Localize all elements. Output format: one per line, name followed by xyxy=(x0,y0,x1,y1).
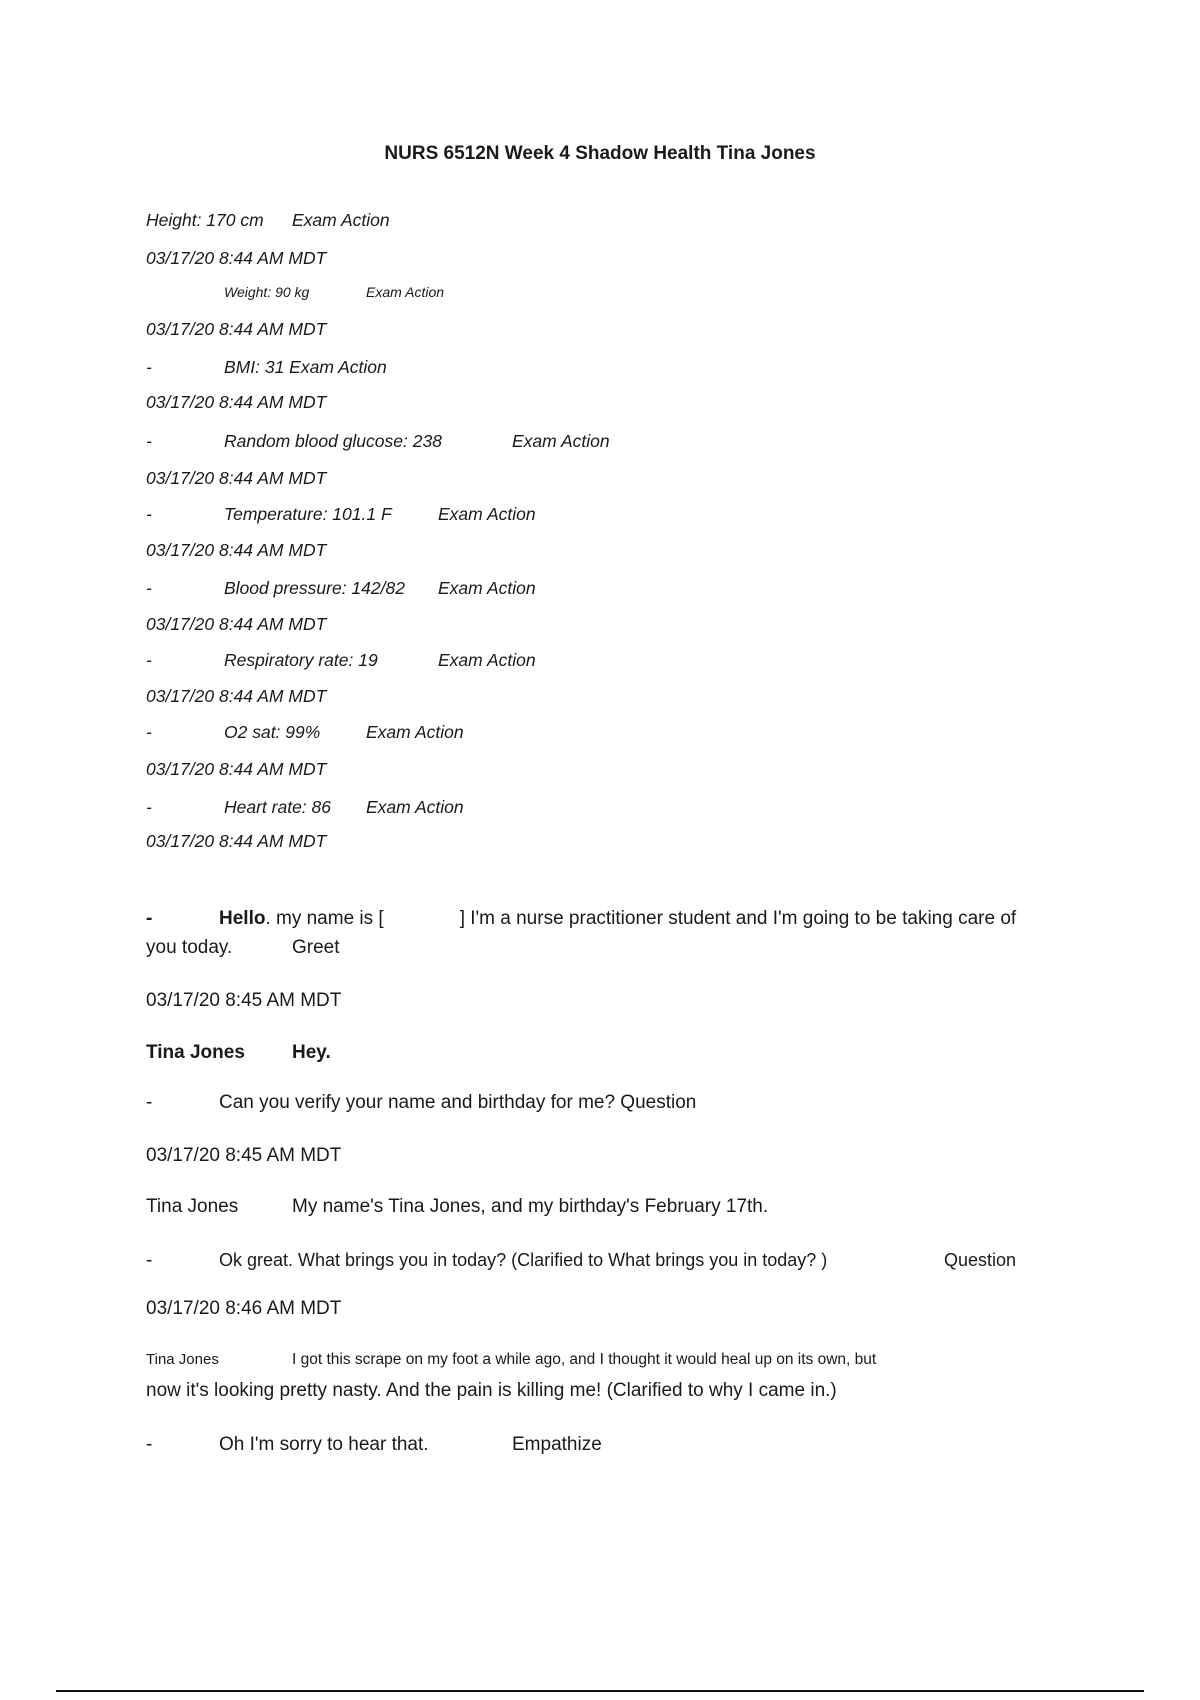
bp-label: Blood pressure: 142/82 xyxy=(224,578,405,598)
q1-time: 03/17/20 8:45 AM MDT xyxy=(146,1145,342,1166)
weight-time: 03/17/20 8:44 AM MDT xyxy=(146,319,327,339)
greet-text-2: ] I'm a nurse practitioner student and I'm going to be taking care of xyxy=(459,908,1017,929)
weight-action: Exam Action xyxy=(366,284,445,300)
bp-time: 03/17/20 8:44 AM MDT xyxy=(146,614,327,634)
o2-dash: - xyxy=(146,722,152,742)
greet-hello: Hello xyxy=(219,908,266,929)
resp-action: Exam Action xyxy=(438,650,536,670)
bmi-label: BMI: 31 Exam Action xyxy=(224,357,387,377)
reply3-speaker: Tina Jones xyxy=(146,1351,219,1368)
greet-text-3: you today. xyxy=(146,937,233,958)
q2-dash: - xyxy=(146,1250,153,1271)
temperature-label: Temperature: 101.1 F xyxy=(224,504,392,524)
hr-dash: - xyxy=(146,797,152,817)
hr-label: Heart rate: 86 xyxy=(224,797,331,817)
bp-action: Exam Action xyxy=(438,578,536,598)
glucose-time: 03/17/20 8:44 AM MDT xyxy=(146,468,327,488)
reply2-text: My name's Tina Jones, and my birthday's February 17th. xyxy=(292,1196,769,1217)
empathize-dash: - xyxy=(146,1434,153,1455)
greet-line xyxy=(219,908,1016,930)
temperature-action: Exam Action xyxy=(438,504,536,524)
resp-time: 03/17/20 8:44 AM MDT xyxy=(146,686,327,706)
hr-action: Exam Action xyxy=(366,797,464,817)
height-action: Exam Action xyxy=(292,210,390,230)
height-time: 03/17/20 8:44 AM MDT xyxy=(146,248,327,268)
bp-dash: - xyxy=(146,578,152,598)
glucose-label: Random blood glucose: 238 xyxy=(224,431,442,451)
reply3-text-1: I got this scrape on my foot a while ago, and I thought it would heal up on its own, but xyxy=(292,1351,877,1368)
resp-label: Respiratory rate: 19 xyxy=(224,650,378,670)
reply2-speaker: Tina Jones xyxy=(146,1196,239,1217)
empathize-action: Empathize xyxy=(512,1434,602,1455)
o2-label: O2 sat: 99% xyxy=(224,722,321,742)
greet-dash: - xyxy=(146,908,153,929)
q2-action: Question xyxy=(944,1250,1017,1270)
temperature-dash: - xyxy=(146,504,152,524)
q1-text: Can you verify your name and birthday for me? Question xyxy=(219,1092,697,1113)
o2-time: 03/17/20 8:44 AM MDT xyxy=(146,759,327,779)
reply1-speaker: Tina Jones xyxy=(146,1042,245,1063)
bmi-time: 03/17/20 8:44 AM MDT xyxy=(146,392,327,412)
greet-action: Greet xyxy=(292,937,340,958)
q2-text: Ok great. What brings you in today? (Clarified to What brings you in today? ) xyxy=(219,1250,828,1270)
bmi-dash: - xyxy=(146,357,152,377)
q2-time: 03/17/20 8:46 AM MDT xyxy=(146,1298,342,1319)
reply1-text: Hey. xyxy=(292,1042,331,1063)
glucose-action: Exam Action xyxy=(512,431,610,451)
empathize-text: Oh I'm sorry to hear that. xyxy=(219,1434,429,1455)
hr-time: 03/17/20 8:44 AM MDT xyxy=(146,831,327,851)
document-title: NURS 6512N Week 4 Shadow Health Tina Jones xyxy=(384,143,816,164)
temperature-time: 03/17/20 8:44 AM MDT xyxy=(146,540,327,560)
weight-label: Weight: 90 kg xyxy=(224,284,310,300)
greet-time: 03/17/20 8:45 AM MDT xyxy=(146,990,342,1011)
greet-text-1: . my name is [ xyxy=(265,908,384,929)
height-label: Height: 170 cm xyxy=(146,210,264,230)
resp-dash: - xyxy=(146,650,152,670)
page-bottom-rule xyxy=(56,1690,1144,1692)
reply3-text-2: now it's looking pretty nasty. And the pain is killing me! (Clarified to why I came in.) xyxy=(146,1380,837,1401)
o2-action: Exam Action xyxy=(366,722,464,742)
glucose-dash: - xyxy=(146,431,152,451)
q1-dash: - xyxy=(146,1092,153,1113)
